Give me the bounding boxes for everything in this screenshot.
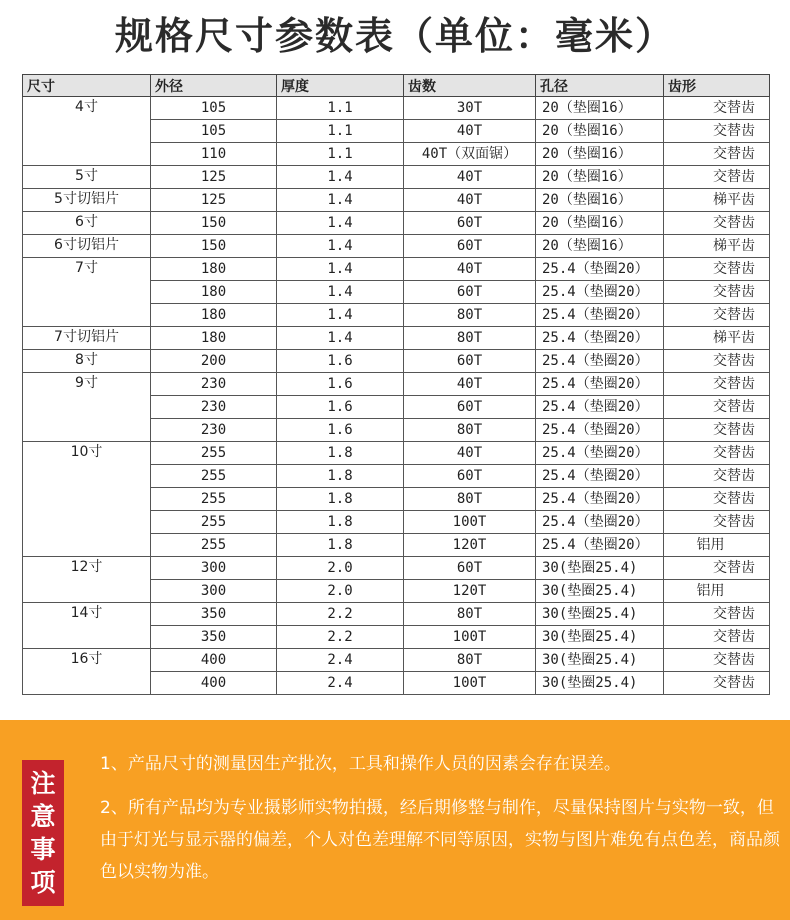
bore-cell: 25.4（垫圈20）	[536, 465, 664, 488]
table-row	[23, 603, 770, 626]
thickness-cell: 1.6	[277, 350, 404, 373]
teeth-cell: 80T	[404, 603, 536, 626]
size-cell: 9寸	[23, 373, 151, 442]
teeth-cell: 60T	[404, 350, 536, 373]
outer-diameter-cell: 105	[151, 97, 277, 120]
teeth-cell: 40T	[404, 189, 536, 212]
table-body	[23, 97, 770, 695]
bore-cell: 25.4（垫圈20）	[536, 373, 664, 396]
header-size: 尺寸	[23, 75, 151, 97]
thickness-cell: 1.8	[277, 488, 404, 511]
size-cell: 6寸切铝片	[23, 235, 151, 258]
bore-cell: 25.4（垫圈20）	[536, 281, 664, 304]
bore-cell: 25.4（垫圈20）	[536, 511, 664, 534]
teeth-cell: 80T	[404, 649, 536, 672]
tooth-shape-cell: 交替齿	[664, 488, 770, 511]
bore-cell: 20（垫圈16）	[536, 212, 664, 235]
teeth-cell: 40T	[404, 258, 536, 281]
size-cell: 16寸	[23, 649, 151, 695]
thickness-cell: 1.4	[277, 304, 404, 327]
teeth-cell: 100T	[404, 672, 536, 695]
tooth-shape-cell: 交替齿	[664, 626, 770, 649]
teeth-cell: 60T	[404, 212, 536, 235]
table-row	[23, 373, 770, 396]
tooth-shape-cell: 交替齿	[664, 258, 770, 281]
teeth-cell: 100T	[404, 511, 536, 534]
bore-cell: 20（垫圈16）	[536, 143, 664, 166]
outer-diameter-cell: 105	[151, 120, 277, 143]
outer-diameter-cell: 350	[151, 626, 277, 649]
tooth-shape-cell: 交替齿	[664, 603, 770, 626]
size-cell: 4寸	[23, 97, 151, 166]
tooth-shape-cell: 交替齿	[664, 304, 770, 327]
tooth-shape-cell: 铝用	[664, 580, 770, 603]
header-teeth: 齿数	[404, 75, 536, 97]
outer-diameter-cell: 200	[151, 350, 277, 373]
bore-cell: 25.4（垫圈20）	[536, 488, 664, 511]
thickness-cell: 1.4	[277, 189, 404, 212]
thickness-cell: 1.6	[277, 419, 404, 442]
bore-cell: 25.4（垫圈20）	[536, 327, 664, 350]
thickness-cell: 1.1	[277, 97, 404, 120]
table-row	[23, 442, 770, 465]
thickness-cell: 1.8	[277, 465, 404, 488]
tooth-shape-cell: 交替齿	[664, 465, 770, 488]
bore-cell: 25.4（垫圈20）	[536, 350, 664, 373]
notice-label-char: 意	[30, 802, 56, 831]
size-cell: 14寸	[23, 603, 151, 649]
teeth-cell: 60T	[404, 557, 536, 580]
bore-cell: 25.4（垫圈20）	[536, 396, 664, 419]
table-row	[23, 235, 770, 258]
tooth-shape-cell: 交替齿	[664, 350, 770, 373]
outer-diameter-cell: 180	[151, 327, 277, 350]
tooth-shape-cell: 交替齿	[664, 166, 770, 189]
outer-diameter-cell: 255	[151, 442, 277, 465]
teeth-cell: 80T	[404, 419, 536, 442]
thickness-cell: 2.4	[277, 672, 404, 695]
tooth-shape-cell: 梯平齿	[664, 235, 770, 258]
outer-diameter-cell: 400	[151, 649, 277, 672]
outer-diameter-cell: 230	[151, 419, 277, 442]
teeth-cell: 80T	[404, 488, 536, 511]
outer-diameter-cell: 350	[151, 603, 277, 626]
thickness-cell: 2.4	[277, 649, 404, 672]
bore-cell: 30(垫圈25.4)	[536, 580, 664, 603]
thickness-cell: 1.4	[277, 235, 404, 258]
header-thickness: 厚度	[277, 75, 404, 97]
teeth-cell: 40T（双面锯）	[404, 143, 536, 166]
outer-diameter-cell: 180	[151, 258, 277, 281]
bore-cell: 20（垫圈16）	[536, 235, 664, 258]
spec-table	[22, 74, 770, 695]
bore-cell: 25.4（垫圈20）	[536, 534, 664, 557]
bore-cell: 30(垫圈25.4)	[536, 626, 664, 649]
thickness-cell: 1.4	[277, 281, 404, 304]
header-tooth-shape: 齿形	[664, 75, 770, 97]
outer-diameter-cell: 300	[151, 557, 277, 580]
teeth-cell: 80T	[404, 327, 536, 350]
size-cell: 7寸切铝片	[23, 327, 151, 350]
thickness-cell: 1.4	[277, 212, 404, 235]
outer-diameter-cell: 125	[151, 189, 277, 212]
table-row	[23, 166, 770, 189]
notice-panel	[0, 720, 790, 920]
teeth-cell: 80T	[404, 304, 536, 327]
thickness-cell: 1.1	[277, 143, 404, 166]
outer-diameter-cell: 150	[151, 235, 277, 258]
thickness-cell: 2.0	[277, 557, 404, 580]
teeth-cell: 120T	[404, 580, 536, 603]
notice-label	[22, 760, 64, 906]
thickness-cell: 1.4	[277, 258, 404, 281]
tooth-shape-cell: 交替齿	[664, 373, 770, 396]
tooth-shape-cell: 交替齿	[664, 281, 770, 304]
notice-label-char: 注	[30, 769, 56, 798]
notice-text	[100, 748, 780, 900]
notice-item: 1、产品尺寸的测量因生产批次，工具和操作人员的因素会存在误差。	[100, 754, 621, 774]
teeth-cell: 100T	[404, 626, 536, 649]
table-row	[23, 557, 770, 580]
tooth-shape-cell: 交替齿	[664, 212, 770, 235]
thickness-cell: 2.2	[277, 626, 404, 649]
teeth-cell: 30T	[404, 97, 536, 120]
bore-cell: 30(垫圈25.4)	[536, 649, 664, 672]
outer-diameter-cell: 150	[151, 212, 277, 235]
thickness-cell: 1.8	[277, 534, 404, 557]
tooth-shape-cell: 交替齿	[664, 120, 770, 143]
thickness-cell: 2.2	[277, 603, 404, 626]
teeth-cell: 40T	[404, 442, 536, 465]
tooth-shape-cell: 交替齿	[664, 557, 770, 580]
page-title: 规格尺寸参数表（单位：毫米）	[114, 14, 675, 58]
teeth-cell: 40T	[404, 166, 536, 189]
size-cell: 8寸	[23, 350, 151, 373]
bore-cell: 20（垫圈16）	[536, 97, 664, 120]
bore-cell: 30(垫圈25.4)	[536, 672, 664, 695]
header-bore: 孔径	[536, 75, 664, 97]
table-row	[23, 649, 770, 672]
outer-diameter-cell: 230	[151, 396, 277, 419]
thickness-cell: 1.4	[277, 166, 404, 189]
tooth-shape-cell: 交替齿	[664, 511, 770, 534]
thickness-cell: 1.8	[277, 511, 404, 534]
tooth-shape-cell: 交替齿	[664, 143, 770, 166]
thickness-cell: 2.0	[277, 580, 404, 603]
bore-cell: 30(垫圈25.4)	[536, 557, 664, 580]
teeth-cell: 60T	[404, 235, 536, 258]
tooth-shape-cell: 铝用	[664, 534, 770, 557]
bore-cell: 20（垫圈16）	[536, 189, 664, 212]
table-header-row	[23, 75, 770, 97]
outer-diameter-cell: 400	[151, 672, 277, 695]
thickness-cell: 1.8	[277, 442, 404, 465]
table-row	[23, 258, 770, 281]
bore-cell: 25.4（垫圈20）	[536, 419, 664, 442]
header-outer-diameter: 外径	[151, 75, 277, 97]
table-row	[23, 212, 770, 235]
bore-cell: 20（垫圈16）	[536, 166, 664, 189]
outer-diameter-cell: 255	[151, 534, 277, 557]
bore-cell: 25.4（垫圈20）	[536, 442, 664, 465]
outer-diameter-cell: 180	[151, 304, 277, 327]
thickness-cell: 1.6	[277, 396, 404, 419]
table-row	[23, 97, 770, 120]
outer-diameter-cell: 230	[151, 373, 277, 396]
thickness-cell: 1.4	[277, 327, 404, 350]
outer-diameter-cell: 110	[151, 143, 277, 166]
tooth-shape-cell: 交替齿	[664, 396, 770, 419]
outer-diameter-cell: 255	[151, 488, 277, 511]
bore-cell: 30(垫圈25.4)	[536, 603, 664, 626]
teeth-cell: 40T	[404, 120, 536, 143]
tooth-shape-cell: 交替齿	[664, 419, 770, 442]
outer-diameter-cell: 255	[151, 511, 277, 534]
tooth-shape-cell: 交替齿	[664, 442, 770, 465]
tooth-shape-cell: 梯平齿	[664, 189, 770, 212]
teeth-cell: 60T	[404, 465, 536, 488]
table-row	[23, 350, 770, 373]
notice-label-char: 事	[30, 835, 56, 864]
size-cell: 7寸	[23, 258, 151, 327]
bore-cell: 25.4（垫圈20）	[536, 304, 664, 327]
size-cell: 5寸切铝片	[23, 189, 151, 212]
notice-label-char: 项	[30, 868, 56, 897]
table-row	[23, 327, 770, 350]
outer-diameter-cell: 180	[151, 281, 277, 304]
outer-diameter-cell: 125	[151, 166, 277, 189]
tooth-shape-cell: 交替齿	[664, 672, 770, 695]
size-cell: 10寸	[23, 442, 151, 557]
teeth-cell: 60T	[404, 396, 536, 419]
tooth-shape-cell: 交替齿	[664, 97, 770, 120]
thickness-cell: 1.6	[277, 373, 404, 396]
outer-diameter-cell: 255	[151, 465, 277, 488]
tooth-shape-cell: 梯平齿	[664, 327, 770, 350]
outer-diameter-cell: 300	[151, 580, 277, 603]
teeth-cell: 60T	[404, 281, 536, 304]
size-cell: 6寸	[23, 212, 151, 235]
bore-cell: 25.4（垫圈20）	[536, 258, 664, 281]
table-row	[23, 189, 770, 212]
size-cell: 5寸	[23, 166, 151, 189]
tooth-shape-cell: 交替齿	[664, 649, 770, 672]
bore-cell: 20（垫圈16）	[536, 120, 664, 143]
thickness-cell: 1.1	[277, 120, 404, 143]
teeth-cell: 120T	[404, 534, 536, 557]
teeth-cell: 40T	[404, 373, 536, 396]
size-cell: 12寸	[23, 557, 151, 603]
notice-item: 2、所有产品均为专业摄影师实物拍摄，经后期修整与制作，尽量保持图片与实物一致，但由于灯光与显示器的偏差，个人对色差理解不同等原因，实物与图片难免有点色差，商品颜色以实物为准。	[100, 798, 780, 882]
